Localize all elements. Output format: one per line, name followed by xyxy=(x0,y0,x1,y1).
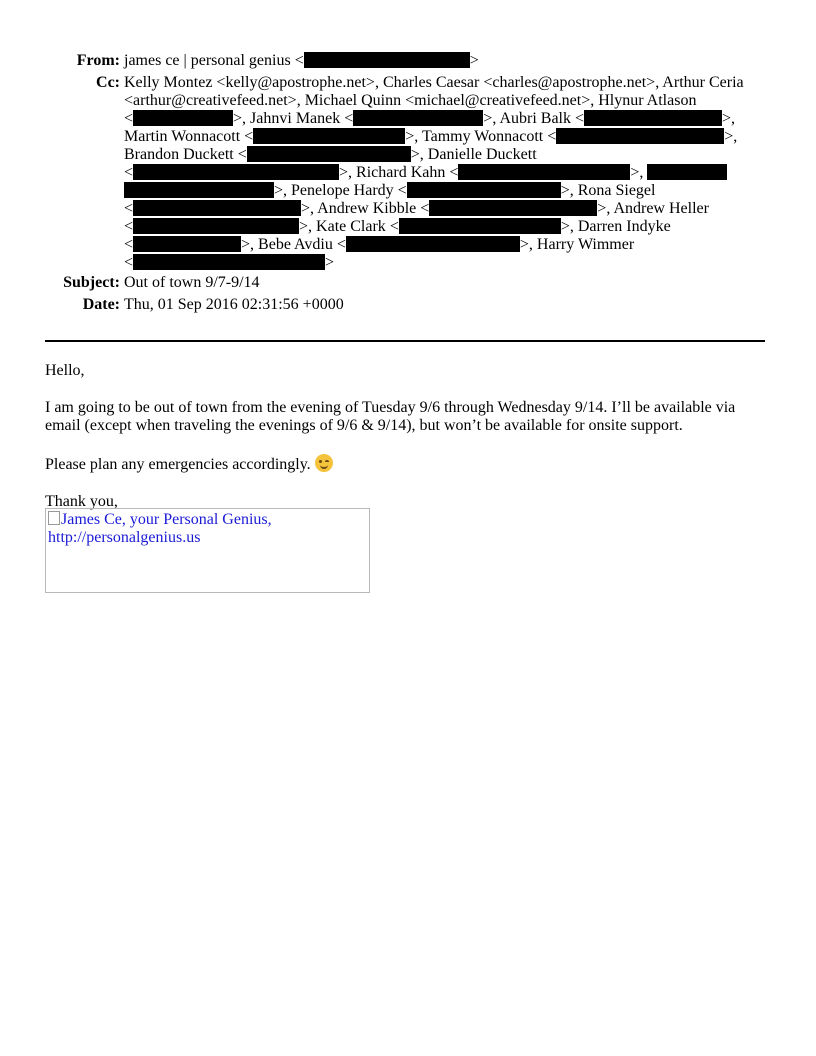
signature-alt-text: James Ce, your Personal Genius, http://personalgenius.us xyxy=(48,511,272,546)
redaction-block xyxy=(304,52,470,68)
redaction-block xyxy=(353,110,483,126)
redaction-block xyxy=(556,128,724,144)
redaction-block xyxy=(124,182,274,198)
cc-line: < >, Kate Clark < >, Darren Indyke xyxy=(124,218,671,235)
cc-segment: >, Andrew Kibble xyxy=(301,200,417,217)
cc-segment: >, Bebe Avdiu xyxy=(241,236,333,253)
sender-name: james ce | personal genius xyxy=(124,52,291,69)
signature-image[interactable] xyxy=(45,508,370,593)
cc-segment: >, Richard Kahn xyxy=(339,164,446,181)
cc-line: Brandon Duckett < >, Danielle Duckett xyxy=(124,146,537,163)
redaction-block xyxy=(346,236,520,252)
redaction-block xyxy=(133,218,299,234)
redaction-block xyxy=(584,110,722,126)
body-paragraph: I am going to be out of town from the evening of Tuesday 9/6 through Wednesday 9/14. I’ll be available via email (except when traveling the evenings of 9/6 & 9/14), but won’t be available for onsite support. xyxy=(45,399,736,434)
redaction-block xyxy=(407,182,561,198)
cc-line: Kelly Montez <kelly@apostrophe.net>, Charles Caesar <charles@apostrophe.net>, Arthur Ceria xyxy=(124,74,744,91)
message-body xyxy=(45,362,765,511)
cc-recipients xyxy=(124,74,760,272)
redaction-block xyxy=(458,164,630,180)
subject-label: Subject: xyxy=(63,274,120,291)
cc-segment: >, Tammy Wonnacott xyxy=(405,128,544,145)
cc-segment: >, Kate Clark xyxy=(299,218,386,235)
cc-segment: >, Andrew Heller xyxy=(597,200,709,217)
redaction-block xyxy=(399,218,561,234)
cc-segment: >, Aubri Balk xyxy=(483,110,571,127)
redaction-block xyxy=(247,146,411,162)
email-header xyxy=(40,52,760,318)
subject-value: Out of town 9/7-9/14 xyxy=(124,274,260,291)
cc-line: < >, Richard Kahn < >, xyxy=(124,164,760,182)
cc-line: < >, Jahnvi Manek < >, Aubri Balk < >, xyxy=(124,110,736,127)
redaction-block xyxy=(133,200,301,216)
cc-segment: >, Rona Siegel xyxy=(560,182,656,199)
cc-segment: >, Jahnvi Manek xyxy=(233,110,341,127)
from-row xyxy=(40,52,760,70)
date-label: Date: xyxy=(82,296,120,313)
greeting: Hello, xyxy=(45,362,85,379)
cc-line: < >, Andrew Kibble < >, Andrew Heller xyxy=(124,200,709,217)
date-value: Thu, 01 Sep 2016 02:31:56 +0000 xyxy=(124,296,344,313)
cc-line: Martin Wonnacott < >, Tammy Wonnacott < >, xyxy=(124,128,738,145)
redaction-block xyxy=(253,128,405,144)
body-text: Please plan any emergencies accordingly. xyxy=(45,456,311,473)
cc-segment: Martin Wonnacott xyxy=(124,128,241,145)
redaction-block xyxy=(133,254,325,270)
cc-line: >, Penelope Hardy < >, Rona Siegel xyxy=(124,182,760,200)
date-row xyxy=(40,296,760,314)
cc-line: < > xyxy=(124,254,335,271)
cc-segment: Brandon Duckett xyxy=(124,146,234,163)
redaction-block xyxy=(133,164,339,180)
redaction-block xyxy=(133,110,233,126)
cc-segment: >, Penelope Hardy xyxy=(274,182,394,199)
cc-segment: >, Danielle Duckett xyxy=(410,146,537,163)
header-divider xyxy=(45,340,765,342)
cc-row xyxy=(40,74,760,272)
closing: Thank you, xyxy=(45,493,118,510)
signature-link[interactable] xyxy=(48,511,369,547)
body-paragraph xyxy=(45,454,765,474)
cc-label: Cc: xyxy=(96,74,120,91)
cc-line: < >, Bebe Avdiu < >, Harry Wimmer xyxy=(124,236,635,253)
redaction-block xyxy=(133,236,241,252)
subject-row xyxy=(40,274,760,292)
from-value: james ce | personal genius < > xyxy=(124,52,479,69)
broken-image-icon xyxy=(48,511,60,525)
redaction-block xyxy=(647,164,727,180)
cc-segment: >, Darren Indyke xyxy=(560,218,671,235)
winking-face-icon xyxy=(315,454,333,472)
cc-segment: >, Harry Wimmer xyxy=(519,236,635,253)
from-label: From: xyxy=(76,52,120,69)
cc-line: <arthur@creativefeed.net>, Michael Quinn <michael@creativefeed.net>, Hlynur Atlason xyxy=(124,92,697,109)
redaction-block xyxy=(429,200,597,216)
